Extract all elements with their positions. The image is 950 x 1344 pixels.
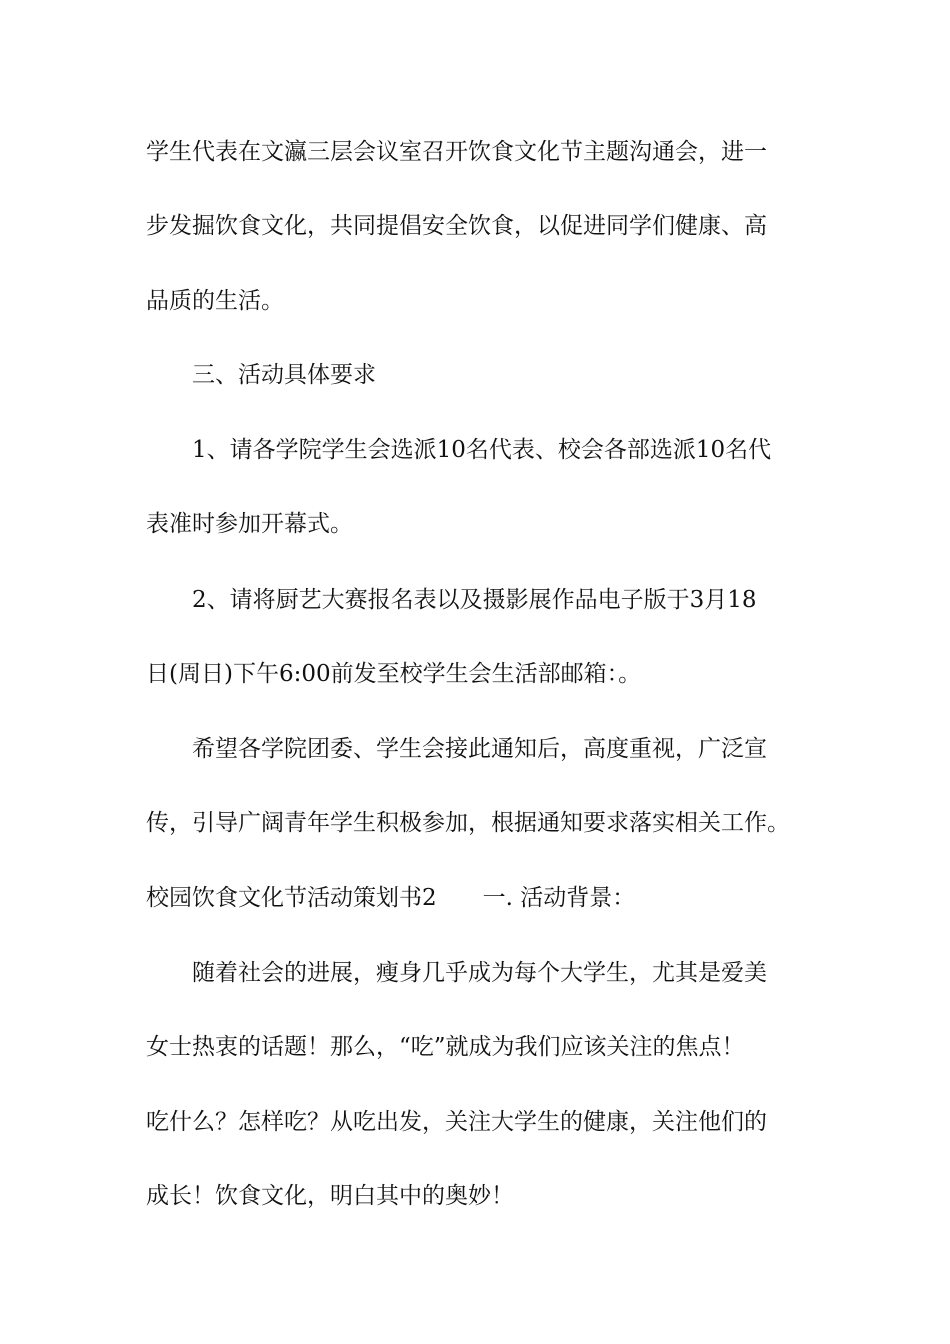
paragraph-line: 学生代表在文瀛三层会议室召开饮食文化节主题沟通会，进一 [146, 139, 767, 165]
paragraph-line: 传，引导广阔青年学生积极参加，根据通知要求落实相关工作。 [146, 810, 790, 836]
requirement-item-1: 1、请各学院学生会选派10名代表、校会各部选派10名代 [192, 437, 772, 463]
paragraph-line: 品质的生活。 [146, 288, 284, 314]
paragraph-line: 日(周日)下午6:00前发至校学生会生活部邮箱：。 [146, 661, 642, 687]
paragraph-line: 成长！饮食文化，明白其中的奥妙！ [146, 1183, 514, 1209]
requirement-item-2: 2、请将厨艺大赛报名表以及摄影展作品电子版于3月18 [192, 587, 757, 613]
paragraph-line: 女士热衷的话题！那么，“吃”就成为我们应该关注的焦点！ [146, 1034, 745, 1060]
paragraph-line: 步发掘饮食文化，共同提倡安全饮食，以促进同学们健康、高 [146, 213, 767, 239]
plan-title: 校园饮食文化节活动策划书2 [146, 885, 437, 911]
plan-heading-row [146, 878, 846, 918]
closing-paragraph: 希望各学院团委、学生会接此通知后，高度重视，广泛宣 [192, 736, 767, 762]
paragraph-line: 表准时参加开幕式。 [146, 511, 353, 537]
background-paragraph: 随着社会的进展，瘦身几乎成为每个大学生，尤其是爱美 [192, 960, 767, 986]
background-heading: 一. 活动背景： [482, 885, 636, 911]
paragraph-line: 吃什么？怎样吃？从吃出发，关注大学生的健康，关注他们的 [146, 1109, 767, 1135]
section-heading: 三、活动具体要求 [192, 362, 376, 388]
